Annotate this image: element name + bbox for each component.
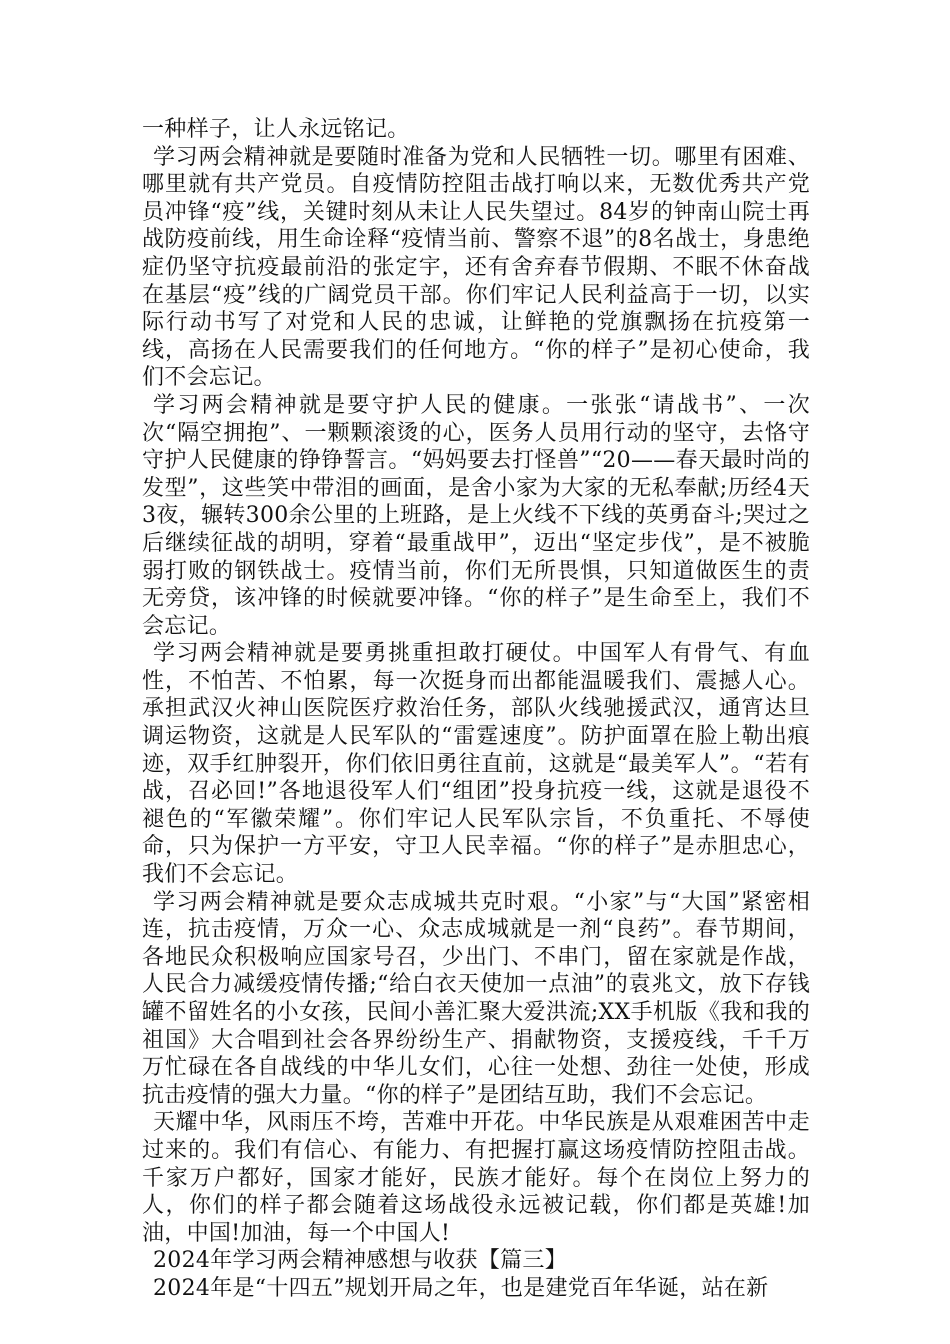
paragraph-unity: 学习两会精神就是要众志成城共克时艰。“小家”与“大国”紧密相连，抗击疫情，万众一心、众志成城就是一剂“良药”。春节期间，各地民众积极响应国家号召，少出门、不串门，留在家就是作战，人民合力减缓疫情传播;“给白衣天使加一点油”的袁兆文，放下存钱罐不留姓名的小女孩，民间小善汇聚大爱洪流;XX手机版《我和我的祖国》大合唱到社会各界纷纷生产、捐献物资，支援疫线，千千万万忙碌在各自战线的中华儿女们，心往一处想、劲往一处使，形成抗击疫情的强大力量。“你的样子”是团结互助，我们不会忘记。	[142, 889, 810, 1108]
document-page	[142, 116, 810, 1303]
paragraph-continuation: 一种样子，让人永远铭记。	[142, 117, 410, 142]
paragraph-part-three-start: 2024年是“十四五”规划开局之年，也是建党百年华诞，站在新	[153, 1275, 769, 1301]
paragraph-health: 学习两会精神就是要守护人民的健康。一张张“请战书”、一次次“隔空拥抱”、一颗颗滚烫的心，医务人员用行动的坚守，去恪守守护人民健康的铮铮誓言。“妈妈要去打怪兽”“20——春天最时尚的发型”，这些笑中带泪的画面，是舍小家为大家的无私奉献;历经4天3夜，辗转300余公里的上班路，是上火线不下线的英勇奋斗;哭过之后继续征战的胡明，穿着“最重战甲”，迈出“坚定步伐”，是不被脆弱打败的钢铁战士。疫情当前，你们无所畏惧，只知道做医生的责无旁贷，该冲锋的时候就要冲锋。“你的样子”是生命至上，我们不会忘记。	[142, 392, 810, 639]
paragraph-conclusion: 天耀中华，风雨压不垮，苦难中开花。中华民族是从艰难困苦中走过来的。我们有信心、有能力、有把握打赢这场疫情防控阻击战。千家万户都好，国家才能好，民族才能好。每个在岗位上努力的人，你们的样子都会随着这场战役永远被记载，你们都是英雄!加油，中国!加油，每一个中国人!	[142, 1110, 810, 1246]
section-heading: 2024年学习两会精神感想与收获【篇三】	[153, 1248, 567, 1274]
paragraph-military: 学习两会精神就是要勇挑重担敢打硬仗。中国军人有骨气、有血性，不怕苦、不怕累，每一次挺身而出都能温暖我们、震撼人心。承担武汉火神山医院医疗救治任务，部队火线驰援武汉，通宵达旦调运物资，这就是人民军队的“雷霆速度”。防护面罩在脸上勒出痕迹，双手红肿裂开，你们依旧勇往直前，这就是“最美军人”。“若有战，召必回!”各地退役军人们“组团”投身抗疫一线，这就是退役不褪色的“军徽荣耀”。你们牢记人民军队宗旨，不负重托、不辱使命，只为保护一方平安，守卫人民幸福。“你的样子”是赤胆忠心，我们不会忘记。	[142, 641, 810, 888]
paragraph-sacrifice: 学习两会精神就是要随时准备为党和人民牺牲一切。哪里有困难、哪里就有共产党员。自疫情防控阻击战打响以来，无数优秀共产党员冲锋“疫”线，关键时刻从未让人民失望过。84岁的钟南山院士再战防疫前线，用生命诠释“疫情当前、警察不退”的8名战士，身患绝症仍坚守抗疫最前沿的张定宇，还有舍弃春节假期、不眠不休奋战在基层“疫”线的广阔党员干部。你们牢记人民利益高于一切，以实际行动书写了对党和人民的忠诚，让鲜艳的党旗飘扬在抗疫第一线，高扬在人民需要我们的任何地方。“你的样子”是初心使命，我们不会忘记。	[142, 144, 810, 391]
